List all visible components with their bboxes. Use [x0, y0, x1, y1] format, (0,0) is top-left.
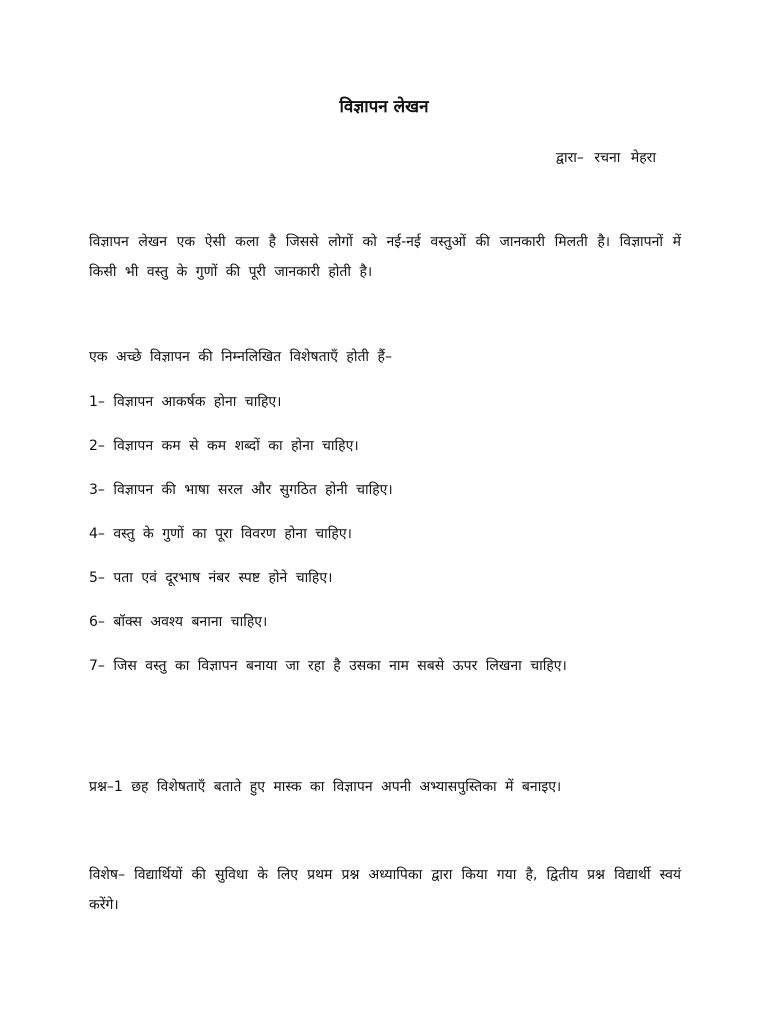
question-paragraph: प्रश्न–1 छह विशेषताएँ बताते हुए मास्क का विज्ञापन अपनी अभ्यासपुस्तिका में बनाइए। [89, 779, 562, 795]
author-line: द्वारा– रचना मेहरा [555, 150, 656, 166]
note-paragraph: विशेष– विद्यार्थियों की सुविधा के लिए प्रथम प्रश्न अध्यापिका द्वारा किया गया है, द्वितीय प्रश्न विद्यार्थी स्वयं करेंगे। [89, 867, 681, 913]
list-item: 4– वस्तु के गुणों का पूरा विवरण होना चाहिए। [89, 526, 352, 542]
list-item: 1– विज्ञापन आकर्षक होना चाहिए। [89, 394, 282, 410]
features-heading: एक अच्छे विज्ञापन की निम्नलिखित विशेषताएँ होती हैं– [89, 349, 392, 365]
list-item: 7– जिस वस्तु का विज्ञापन बनाया जा रहा है उसका नाम सबसे ऊपर लिखना चाहिए। [89, 658, 567, 674]
features-list [89, 387, 689, 695]
list-item: 3– विज्ञापन की भाषा सरल और सुगठित होनी चाहिए। [89, 482, 393, 498]
list-item: 2– विज्ञापन कम से कम शब्दों का होना चाहिए। [89, 438, 359, 454]
list-item: 5– पता एवं दूरभाष नंबर स्पष्ट होने चाहिए। [89, 570, 333, 586]
document-title: विज्ञापन लेखन [339, 97, 429, 117]
list-item: 6– बॉक्स अवश्य बनाना चाहिए। [89, 614, 268, 630]
intro-paragraph: विज्ञापन लेखन एक ऐसी कला है जिससे लोगों को नई-नई वस्तुओं की जानकारी मिलती है। विज्ञापनों में किसी भी वस्तु के गुणों की पूरी जानकारी होती है। [89, 234, 681, 280]
